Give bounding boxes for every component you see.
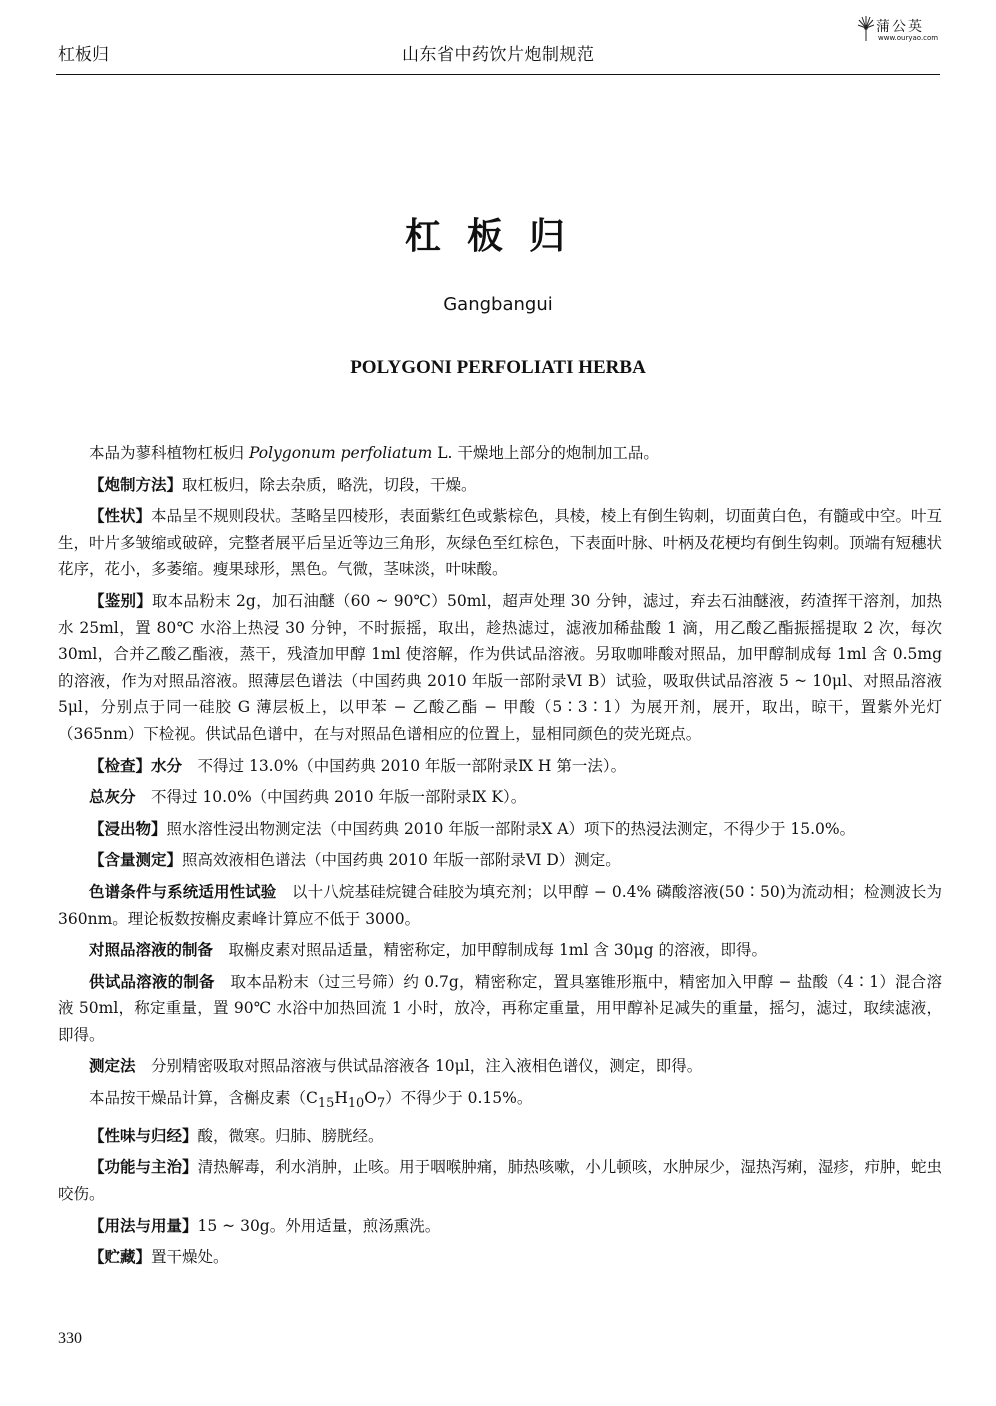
storage-section: 【贮藏】置干燥处。 [89,1248,229,1267]
monograph-title: 杠板归 [404,216,591,257]
reference-solution-prep: 对照品溶液的制备 取槲皮素对照品适量，精密称定，加甲醇制成每 1ml 含 30μg 的溶液，即得。 [89,941,767,960]
dosage-section: 【用法与用量】15 ~ 30g。外用适量，煎汤熏洗。 [89,1216,441,1235]
test-solution-prep: 供试品溶液的制备 取本品粉末（过三号筛）约 0.7g，精密称定，置具塞锥形瓶中，精密加入甲醇 − 盐酸（4∶1）混合溶液 50ml，称定重量，置 90℃ 水浴中加热回流 1 小时，放冷，再称定重量，用甲醇补足减失的重量，摇匀，滤过，取续滤液，即得。 [58,972,942,1044]
logo-url: www.ouryao.com [878,34,939,42]
header-entry-name: 杠板归 [58,45,109,65]
monograph-pinyin: Gangbangui [443,294,553,315]
assay-section: 【含量测定】照高效液相色谱法（中国药典 2010 年版一部附录Ⅵ D）测定。 [89,851,621,870]
monograph-latin-name: POLYGONI PERFOLIATI HERBA [350,357,646,378]
species-name: Polygonum perfoliatum [248,444,433,462]
dandelion-icon [856,14,876,42]
running-header [56,30,940,75]
description-section: 【性状】本品呈不规则段状。茎略呈四棱形，表面紫红色或紫棕色，具棱，棱上有倒生钩刺，切面黄白色，有髓或中空。叶互生，叶片多皱缩或破碎，完整者展平后呈近等边三角形，灰绿色至红棕色，下表面叶脉、叶柄及花梗均有倒生钩刺。顶端有短穗状花序，花小，多萎缩。瘦果球形，黑色。气微，茎味淡，叶味酸。 [58,507,942,579]
logo-text: 蒲公英 [876,19,924,35]
total-ash-item: 总灰分 不得过 10.0%（中国药典 2010 年版一部附录Ⅸ K）。 [89,788,527,807]
header-book-title: 山东省中药饮片炮制规范 [402,45,595,65]
function-indication-section: 【功能与主治】清热解毒，利水消肿，止咳。用于咽喉肿痛，肺热咳嗽，小儿顿咳，水肿尿少，湿热泻痢，湿疹，疖肿，蛇虫咬伤。 [58,1158,942,1203]
nature-meridian-section: 【性味与归经】酸，微寒。归肺、膀胱经。 [89,1126,384,1145]
inspection-section: 【检查】水分 不得过 13.0%（中国药典 2010 年版一部附录Ⅸ H 第一法）。 [89,756,627,775]
monograph-body [58,440,942,1276]
page-number: 330 [58,1330,82,1347]
processing-section: 【炮制方法】取杠板归，除去杂质，略洗，切段，干燥。 [89,475,477,494]
source-paragraph: 本品为蓼科植物杠板归 Polygonum perfoliatum L. 干燥地上部分的炮制加工品。 [89,444,659,462]
assay-procedure: 测定法 分别精密吸取对照品溶液与供试品溶液各 10μl，注入液相色谱仪，测定，即得。 [89,1057,703,1076]
identification-section: 【鉴别】取本品粉末 2g，加石油醚（60 ~ 90℃）50ml，超声处理 30 分钟，滤过，弃去石油醚液，药渣挥干溶剂，加热水 25ml，置 80℃ 水浴上热浸 30 分钟，不时振摇，取出，趁热滤过，滤液加稀盐酸 1 滴，用乙酸乙酯振摇提取 2 次，每次 30ml，合并乙酸乙酯液，蒸干，残渣加甲醇 1ml 使溶解，作为供试品溶液。另取咖啡酸对照品，加甲醇制成每 1ml 含 0.5mg 的溶液，作为对照品溶液。照薄层色谱法（中国药典 2010 年版一部附录Ⅵ B）试验，吸取供试品溶液 5 ~ 10μl、对照品溶液 5μl，分别点于同一硅胶 G 薄层板上，以甲苯 − 乙酸乙酯 − 甲酸（5∶3∶1）为展开剂，展开，取出，晾干，置紫外光灯（365nm）下检视。供试品色谱中，在与对照品色谱相应的位置上，显相同颜色的荧光斑点。 [58,591,942,743]
content-limit: 本品按干燥品计算，含槲皮素$(C_{15}H_{10}O_7)$不得少于 0.15%。 [89,1089,533,1112]
watermark-logo [856,14,940,48]
extract-section: 【浸出物】照水溶性浸出物测定法（中国药典 2010 年版一部附录Ⅹ A）项下的热浸法测定，不得少于 15.0%。 [89,819,856,838]
chromatographic-conditions: 色谱条件与系统适用性试验 以十八烷基硅烷键合硅胶为填充剂；以甲醇 − 0.4% 磷酸溶液(50∶50)为流动相；检测波长为 360nm。理论板数按槲皮素峰计算应不低于 3000。 [58,882,942,928]
